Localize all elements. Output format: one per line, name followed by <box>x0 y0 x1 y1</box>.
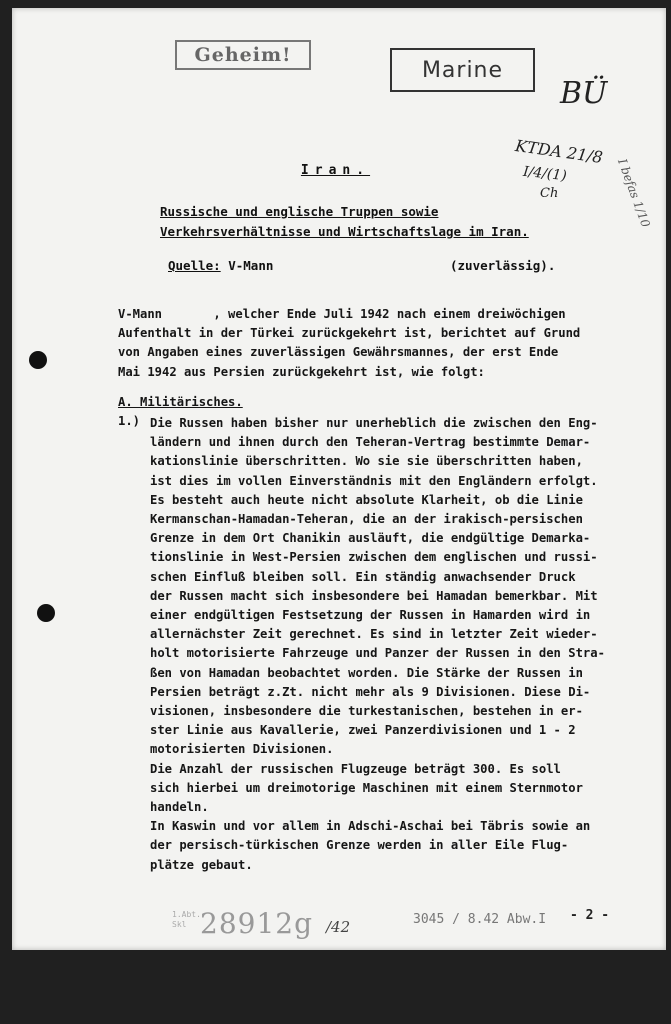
item-number: 1.) <box>118 414 141 428</box>
handwritten-reference-line-4: I befas 1/10 <box>615 156 653 230</box>
secret-stamp <box>175 40 311 70</box>
document-title: Iran. <box>300 163 371 178</box>
intro-paragraph: V-Mann , welcher Ende Juli 1942 nach einem dreiwöchigen Aufenthalt in der Türkei zurückgekehrt ist, berichtet auf Grund von Angaben eines zuverlässigen Gewährsmannes, der erst Ende Mai 1942 aus Persien zurückgekehrt ist, wie folgt: <box>118 307 581 379</box>
secret-stamp-text: Geheim! <box>194 44 292 66</box>
source-reliability: (zuverlässig). <box>450 258 556 273</box>
section-heading: A. Militärisches. <box>118 395 243 409</box>
punch-hole <box>37 604 55 622</box>
punch-hole <box>29 351 47 369</box>
archive-number-suffix: /42 <box>326 918 351 936</box>
handwritten-reference-line-2: I/4/(1) <box>522 163 568 185</box>
department-stamp-text: Marine <box>421 57 504 83</box>
source-value: V-Mann <box>220 258 274 273</box>
document-subtitle: Russische und englische Truppen sowie Verkehrsverhältnisse und Wirtschaftslage im Iran. <box>160 204 529 239</box>
handwritten-reference-line-1: KTDA 21/8 <box>514 135 604 168</box>
handwritten-initials: BÜ <box>560 76 608 111</box>
department-stamp <box>390 48 535 92</box>
archive-stamp-label: 1.Abt. Skl <box>172 910 201 929</box>
source-label: Quelle: <box>168 258 221 273</box>
item-paragraph: Die Russen haben bisher nur unerheblich die zwischen den Eng- ländern und ihnen durch den Teheran-Vertrag bestimmte Demar- kationslinie überschritten. Wo sie sie überschritten haben, ist dies im vollen Einverständnis mit den Engländern erfolgt. Es besteht auch heute nicht absolute Klarheit, ob die Linie Kermanschan-Hamadan-Teheran, die an der irakisch-persischen Grenze in dem Ort Chanikin ausläuft, die endgültige Demarka- tionslinie in West-Persien zwischen dem englischen und russi- schen Einfluß bleiben soll. Ein ständig anwachsender Druck der Russen macht sich insbesondere bei Hamadan bemerkbar. Mit einer endgültigen Festsetzung der Russen in Hamarden wird in allernächster Zeit gerechnet. Es sind in letzter Zeit wieder- holt motorisierte Fahrzeuge und Panzer der Russen in den Stra- ßen von Hamadan beobachtet worden. Die Stärke der Russen in Persien beträgt z.Zt. nicht mehr als 9 Divisionen. Diese Di- visionen, insbesondere die turkestanischen, bestehen in er- ster Linie aus Kavallerie, zwei Panzerdivisionen und 1 - 2 motorisierten Divisionen. Die Anzahl der russischen Flugzeuge beträgt 300. Es soll sich hierbei um dreimotorige Maschinen mit einem Sternmotor handeln. In Kaswin und vor allem in Adschi-Aschai bei Täbris sowie an der persisch-türkischen Grenze werden in aller Eile Flug- plätze gebaut. <box>150 416 605 872</box>
page-number: - 2 - <box>570 908 610 923</box>
handwritten-reference-line-3: Ch <box>540 186 559 201</box>
source-line <box>168 258 273 273</box>
archive-number-stamp: 28912g <box>200 907 313 940</box>
document-reference: 3045 / 8.42 Abw.I <box>413 912 547 927</box>
